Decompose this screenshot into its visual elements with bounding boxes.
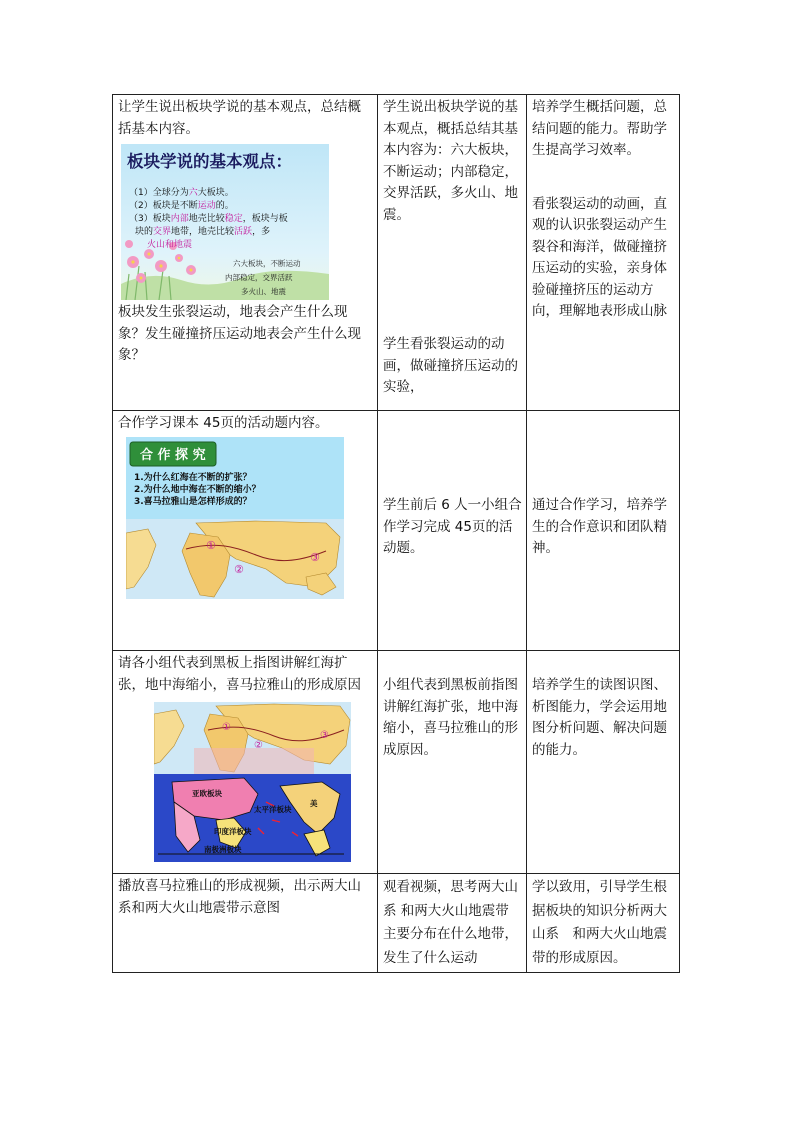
slide-note: 多火山、地震 (241, 287, 286, 296)
slide-title: 板块学说的基本观点： (127, 152, 292, 171)
teacher-text: 让学生说出板块学说的基本观点，总结概括基本内容。 (118, 99, 361, 137)
teacher-text: 请各小组代表到黑板上指图讲解红海扩张，地中海缩小，喜马拉雅山的形成原因 (118, 655, 361, 693)
student-activity-cell (378, 95, 527, 411)
slide-text: 块的 (135, 227, 154, 237)
teacher-activity-cell (113, 95, 378, 411)
slide-text: （3）板块 (129, 214, 171, 224)
slide-text: ，多 (252, 227, 271, 237)
lesson-plan-table (112, 94, 680, 973)
svg-text:（1）全球分为六大板块。 (129, 186, 234, 198)
slide-text: （2）板块是不断 (129, 201, 198, 211)
inquiry-question: 2.为什么地中海在不断的缩小？ (134, 484, 261, 495)
teacher-activity-cell (113, 411, 378, 651)
purpose-cell (527, 651, 680, 874)
student-activity-cell (378, 874, 527, 973)
svg-text:（3）板块内部地壳比较稳定，板块与板 (129, 212, 288, 224)
teacher-text: 播放喜马拉雅山的形成视频，出示两大山系和两大火山地震带示意图 (118, 878, 361, 916)
map-marker: ③ (320, 730, 329, 741)
teacher-activity-cell (113, 874, 378, 973)
purpose-text: 学以致用，引导学生根据板块的知识分析两大山系 和两大火山地震带的形成原因。 (532, 879, 667, 966)
purpose-cell (527, 874, 680, 973)
purpose-text: 培养学生的读图识图、析图能力，学会运用地图分析问题、解决问题的能力。 (532, 677, 667, 758)
slide-text: 的。 (215, 201, 234, 211)
map-marker: ③ (310, 550, 320, 564)
slide-fill: 火山和地震 (147, 240, 193, 250)
purpose-text: 通过合作学习，培养学生的合作意识和团队精神。 (532, 497, 667, 556)
map-marker: ① (222, 722, 231, 733)
svg-text:（2）板块是不断运动的。 (129, 199, 234, 211)
student-activity-cell (378, 411, 527, 651)
map-marker: ② (234, 562, 244, 576)
cooperative-inquiry-slide (126, 437, 344, 605)
plate-label: 印度洋板块 (214, 827, 252, 836)
student-text: 学生前后 6 人一小组合作学习完成 45页的活动题。 (383, 497, 522, 556)
plate-theory-slide (121, 144, 329, 300)
inquiry-question: 1.为什么红海在不断的扩张？ (134, 472, 252, 483)
purpose-text: 培养学生概括问题，总结问题的能力。帮助学生提高学习效率。 (532, 99, 667, 158)
plate-map-figure (154, 702, 351, 862)
plate-label: 美 (310, 799, 318, 808)
slide-fill: 运动 (197, 201, 216, 211)
teacher-activity-cell (113, 651, 378, 874)
map-marker: ② (254, 740, 263, 751)
slide-fill: 活跃 (234, 227, 253, 237)
map-marker: ① (206, 538, 216, 552)
student-text: 学生看张裂运动的动画，做碰撞挤压运动的实验， (383, 336, 518, 395)
inquiry-question: 3.喜马拉雅山是怎样形成的？ (134, 496, 252, 507)
table-row (113, 651, 680, 874)
slide-fill: 六 (188, 188, 198, 198)
student-text: 观看视频，思考两大山系 和两大火山地震带主要分布在什么地带，发生了什么运动 (383, 879, 518, 966)
teacher-text: 合作学习课本 45页的活动题内容。 (118, 415, 329, 431)
table-row (113, 874, 680, 973)
slide-text: 地壳比较 (188, 214, 225, 224)
slide-text: ，板块与板 (242, 214, 288, 224)
plate-label: 太平洋板块 (254, 805, 292, 814)
slide-fill: 内部 (170, 214, 189, 224)
slide-fill: 稳定 (224, 214, 243, 224)
slide-note: 内部稳定，交界活跃 (225, 273, 293, 282)
slide-text: 大板块。 (197, 188, 234, 198)
slide-note: 六大板块，不断运动 (233, 259, 301, 268)
slide-text: （1）全球分为 (129, 188, 189, 198)
student-text: 学生说出板块学说的基本观点，概括总结其基本内容为：六大板块，不断运动；内部稳定，交界活跃，多火山、地震。 (383, 99, 518, 223)
svg-text:块的交界地带，地壳比较活跃，多 (135, 225, 270, 237)
student-activity-cell (378, 651, 527, 874)
slide-fill: 交界 (153, 227, 172, 237)
purpose-cell (527, 411, 680, 651)
purpose-text: 看张裂运动的动画，直观的认识张裂运动产生裂谷和海洋，做碰撞挤压运动的实验，亲身体验碰撞挤压的运动方向，理解地表形成山脉 (532, 195, 667, 319)
table-row (113, 411, 680, 651)
student-text: 小组代表到黑板前指图讲解红海扩张，地中海缩小，喜马拉雅山的形成原因。 (383, 677, 518, 758)
table-row (113, 95, 680, 411)
teacher-question: 板块发生张裂运动，地表会产生什么现象？发生碰撞挤压运动地表会产生什么现象？ (118, 304, 361, 363)
plate-label: 亚欧板块 (192, 789, 222, 798)
purpose-cell (527, 95, 680, 411)
slide-text: 地带，地壳比较 (171, 227, 235, 237)
plate-label: 南极洲板块 (204, 845, 242, 854)
banner-text: 合 作 探 究 (140, 447, 206, 463)
